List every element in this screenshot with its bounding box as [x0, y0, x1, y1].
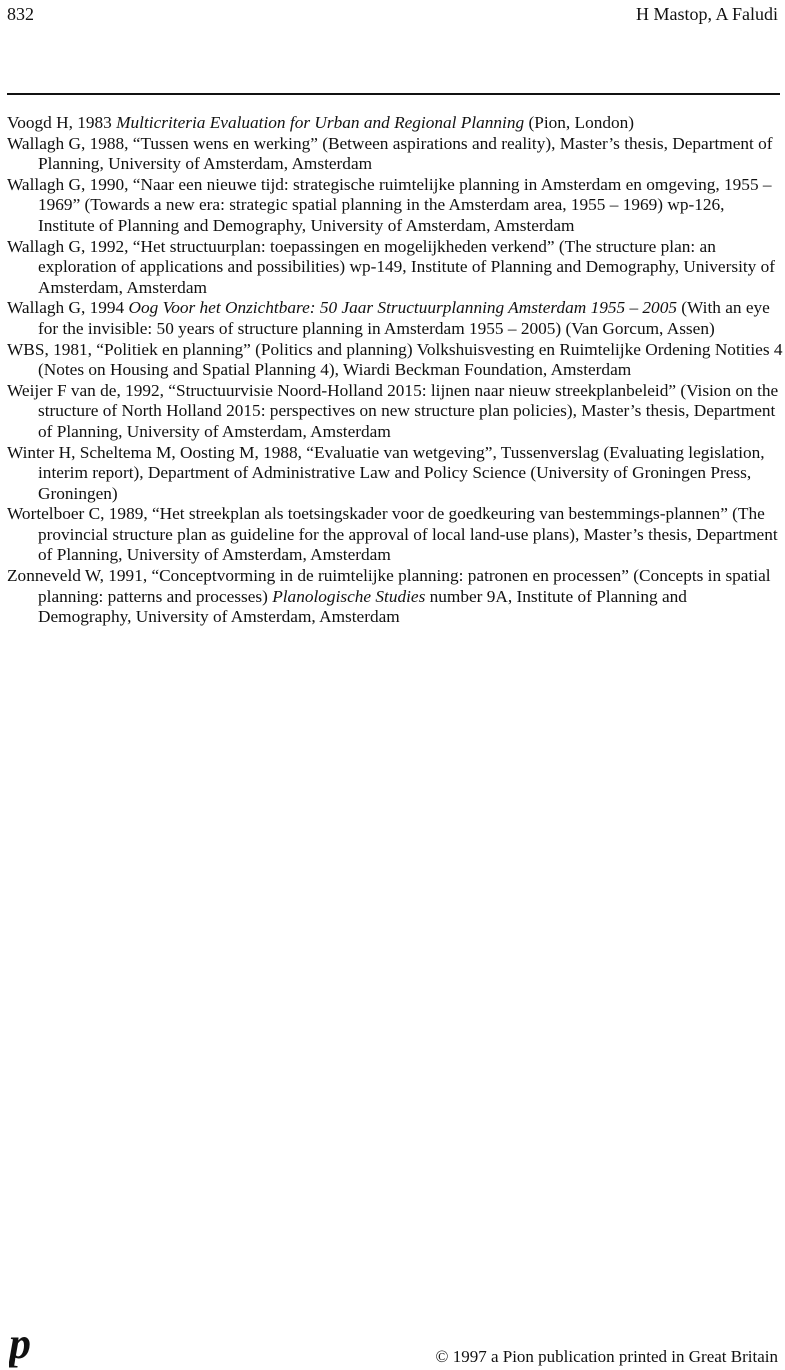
reference-title-italic: Oog Voor het Onzichtbare: 50 Jaar Structuurplanning Amsterdam 1955 – 2005	[128, 298, 677, 318]
header-rule	[7, 93, 780, 95]
reference-entry	[7, 298, 783, 339]
reference-text: number 9A, Institute of Planning and Demography, University of Amsterdam, Amsterdam	[38, 586, 687, 627]
reference-text: (With an eye for the invisible: 50 years of structure planning in Amsterdam 1955 – 2005) (Van Gorcum, Assen)	[38, 298, 770, 338]
reference-entry	[7, 340, 783, 381]
reference-entry	[7, 134, 783, 175]
reference-entry	[7, 566, 783, 628]
reference-list	[7, 113, 783, 628]
reference-text: Voogd H, 1983	[7, 113, 117, 132]
reference-text: Wallagh G, 1988, “Tussen wens en werking” (Between aspirations and reality), Master’s thesis, Department of Planning, University of Amsterdam, Amsterdam	[7, 133, 773, 174]
reference-entry	[7, 381, 783, 443]
reference-text: Winter H, Scheltema M, Oosting M, 1988, “Evaluatie van wetgeving”, Tussenverslag (Evaluating legislation, interim report), Department of Administrative Law and Policy Science (University of Groningen Press, Groningen)	[7, 442, 765, 503]
pion-logo-icon	[9, 1328, 49, 1370]
reference-text: Zonneveld W, 1991, “Conceptvorming in de ruimtelijke planning: patronen en processen” (Concepts in spatial planning: patterns and processes)	[7, 566, 771, 606]
reference-text: Wallagh G, 1992, “Het structuurplan: toepassingen en mogelijkheden verkend” (The structure plan: an exploration of applications and possibilities) wp-149, Institute of Planning and Demography, University of Amsterdam, Amsterdam	[7, 236, 776, 297]
reference-entry	[7, 443, 783, 505]
svg-text:p: p	[9, 1328, 31, 1368]
page-header	[7, 0, 778, 30]
reference-title-italic: Multicriteria Evaluation for Urban and Regional Planning	[116, 113, 525, 132]
reference-text: Wortelboer C, 1989, “Het streekplan als toetsingskader voor de goedkeuring van bestemmings-plannen” (The provincial structure plan as guideline for the approval of local land-use plans), Master’s thesis, Department of Planning, University of Amsterdam, Amsterdam	[7, 504, 778, 565]
reference-title-italic: Planologische Studies	[272, 586, 426, 606]
page-footer	[7, 1320, 778, 1369]
page-number: 832	[7, 4, 34, 24]
reference-entry	[7, 504, 783, 566]
reference-entry	[7, 175, 783, 237]
reference-text: (Pion, London)	[524, 113, 635, 132]
running-head: H Mastop, A Faludi	[635, 4, 778, 24]
reference-entry	[7, 237, 783, 299]
copyright-notice: © 1997 a Pion publication printed in Great Britain	[435, 1347, 778, 1366]
reference-text: Wallagh G, 1994	[7, 298, 129, 318]
reference-text: Wallagh G, 1990, “Naar een nieuwe tijd: strategische ruimtelijke planning in Amsterdam en omgeving, 1955 – 1969” (Towards a new era: strategic spatial planning in the Amsterdam area, 1955 – 1969) wp-126, Institute of Planning and Demography, University of Amsterdam, Amsterdam	[7, 174, 772, 235]
reference-entry	[7, 113, 783, 134]
reference-text: WBS, 1981, “Politiek en planning” (Politics and planning) Volkshuisvesting en Ruimtelijke Ordening Notities 4 (Notes on Housing and Spatial Planning 4), Wiardi Beckman Foundation, Amsterdam	[7, 339, 783, 380]
reference-text: Weijer F van de, 1992, “Structuurvisie Noord-Holland 2015: lijnen naar nieuw streekplanbeleid” (Vision on the structure of North Holland 2015: perspectives on new structure plan policies), Master’s thesis, Department of Planning, University of Amsterdam, Amsterdam	[7, 380, 779, 441]
